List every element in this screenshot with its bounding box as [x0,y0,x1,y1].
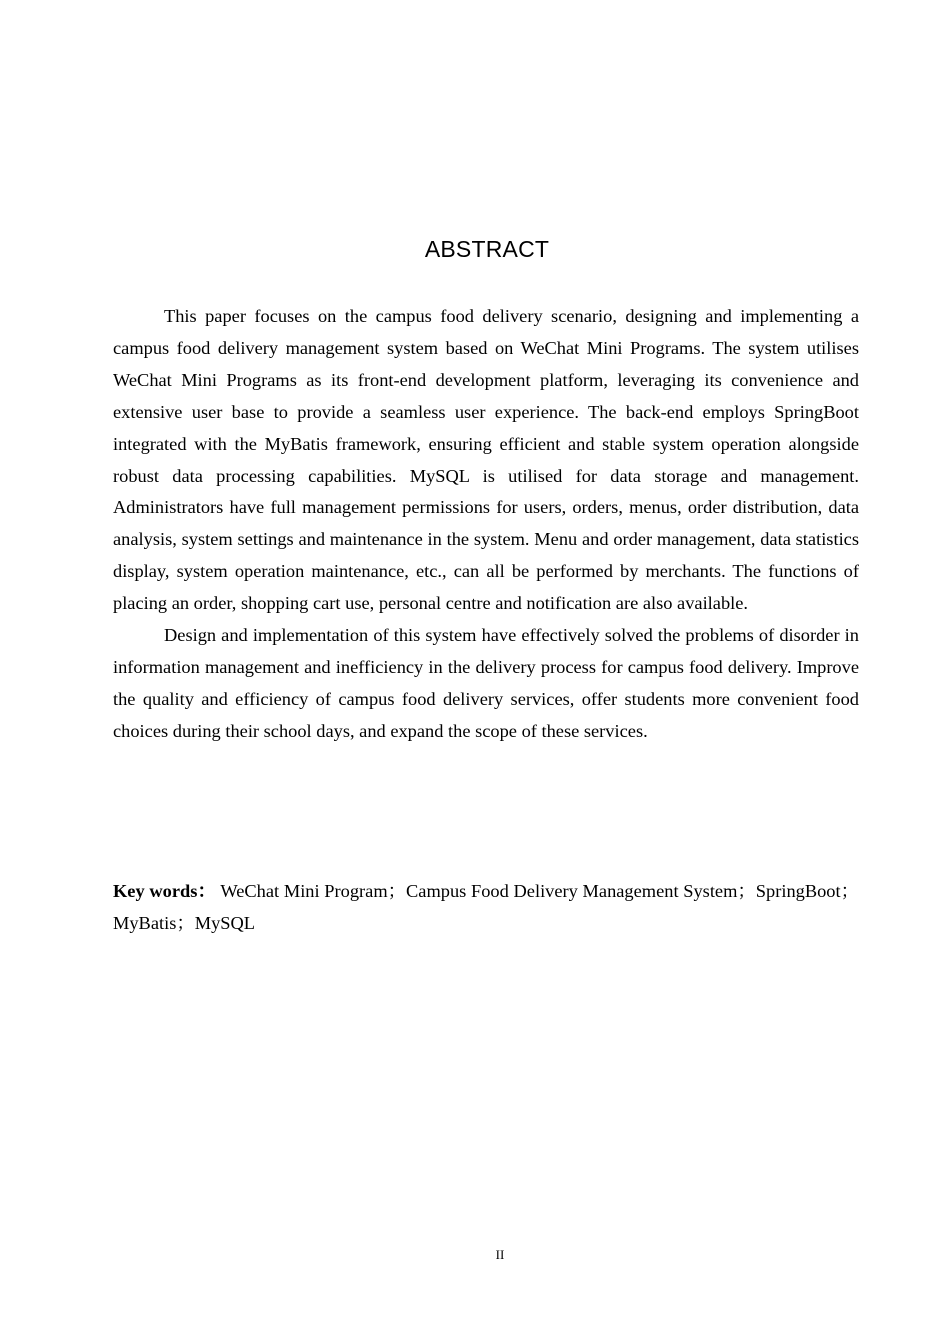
keywords-label: Key words： [113,881,216,901]
abstract-paragraph-1: This paper focuses on the campus food delivery scenario, designing and implementing a campus food delivery management system based on WeChat Mini Programs. The system utilises WeChat Mini Programs as its front-end development platform, leveraging its convenience and extensive user base to provide a seamless user experience. The back-end employs SpringBoot integrated with the MyBatis framework, ensuring efficient and stable system operation alongside robust data processing capabilities. MySQL is utilised for data storage and management. Administrators have full management permissions for users, orders, menus, order distribution, data analysis, system settings and maintenance in the system. Menu and order management, data statistics display, system operation maintenance, etc., can all be performed by merchants. The functions of placing an order, shopping cart use, personal centre and notification are also available. [113,306,859,614]
abstract-paragraph-2: Design and implementation of this system have effectively solved the problems of disorder in information management and inefficiency in the delivery process for campus food delivery. Improve the quality and efficiency of campus food delivery services, offer students more convenient food choices during their school days, and expand the scope of these services. [113,625,859,741]
page-title: ABSTRACT [424,236,550,262]
keywords [113,876,859,940]
abstract-body [113,301,859,748]
page-number: II [495,1247,505,1262]
keywords-text: WeChat Mini Program；Campus Food Delivery Management System；SpringBoot； MyBatis；MySQL [113,881,860,933]
